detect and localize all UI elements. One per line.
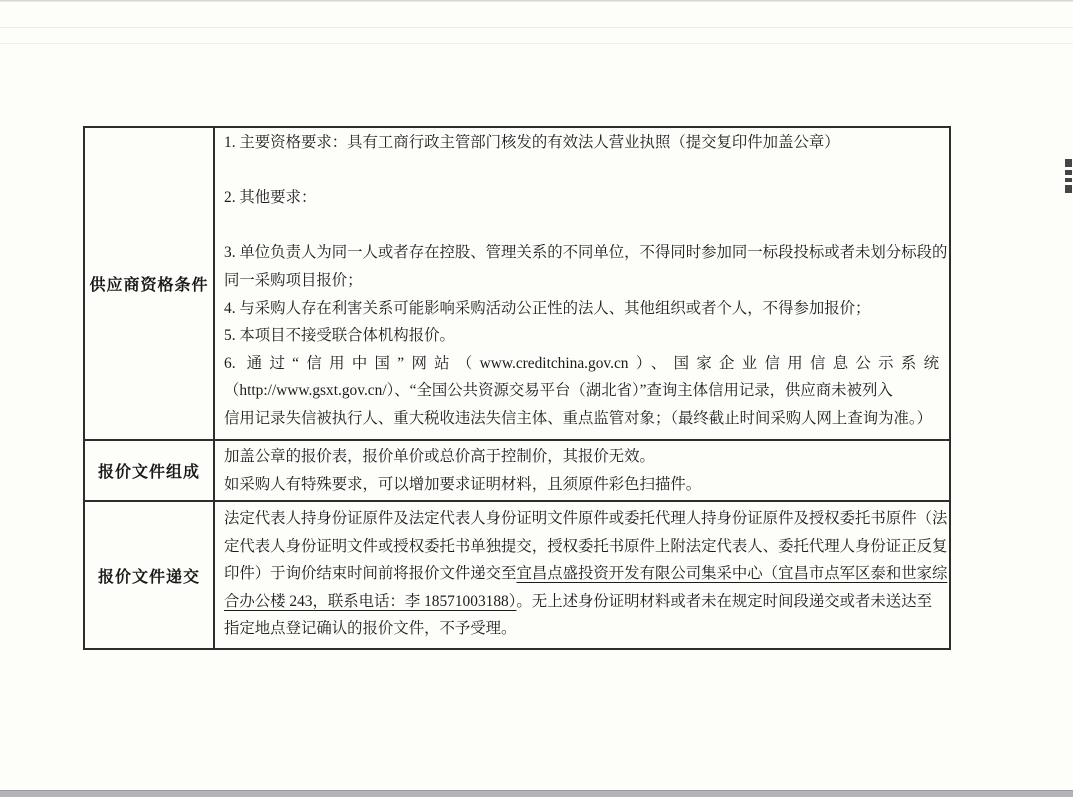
text-line bbox=[224, 377, 939, 405]
underlined-text: 合办公楼 243，联系电话：李 18571003188） bbox=[224, 592, 517, 610]
text-segment: 1. 主要资格要求：具有工商行政主管部门核发的有效法人营业执照（提交复印件加盖公章） bbox=[224, 134, 840, 151]
text-segment: 印件）于询价结束时间前将报价文件递交至 bbox=[224, 565, 517, 583]
row-content-cell bbox=[215, 128, 949, 439]
text-segment: 4. 与采购人存在利害关系可能影响采购活动公正性的法人、其他组织或者个人，不得参加报价； bbox=[224, 299, 871, 317]
text-line bbox=[224, 157, 939, 185]
row-header-cell: 报价文件组成 bbox=[85, 441, 215, 500]
text-segment: 定代表人身份证明文件或授权委托书单独提交，授权委托书原件上附法定代表人、委托代理人身份证正反复 bbox=[224, 537, 948, 555]
text-line bbox=[224, 560, 948, 588]
text-segment: 6. 通过“信用中国”网站（www.creditchina.gov.cn）、国家企业信用信息公示系统 bbox=[224, 354, 939, 372]
text-line bbox=[224, 212, 939, 240]
text-segment: 法定代表人持身份证原件及法定代表人身份证明文件原件或委托代理人持身份证原件及授权委托书原件（法 bbox=[224, 510, 948, 527]
text-segment: 。无上述身份证明材料或者未在规定时间段递交或者未送达至 bbox=[516, 592, 932, 610]
text-line bbox=[224, 295, 939, 323]
table-row bbox=[85, 441, 949, 502]
text-line bbox=[224, 405, 939, 433]
text-line bbox=[224, 505, 948, 533]
scan-top-edge bbox=[0, 0, 1073, 2]
text-segment: 3. 单位负责人为同一人或者存在控股、管理关系的不同单位，不得同时参加同一标段投标或者未划分标段的 bbox=[224, 244, 948, 262]
table-row bbox=[85, 128, 949, 441]
text-line bbox=[224, 588, 939, 616]
scan-edge-marks bbox=[1065, 159, 1072, 196]
text-segment: 同一采购项目报价； bbox=[224, 271, 363, 289]
row-header-cell: 报价文件递交 bbox=[85, 502, 215, 648]
row-header-cell: 供应商资格条件 bbox=[85, 128, 215, 439]
text-segment: 如采购人有特殊要求，可以增加要求证明材料，且须原件彩色扫描件。 bbox=[224, 475, 702, 493]
text-line bbox=[224, 443, 939, 471]
scan-smudge bbox=[0, 27, 1073, 28]
text-line bbox=[224, 239, 948, 267]
table-row bbox=[85, 502, 949, 648]
text-line bbox=[224, 322, 939, 350]
underlined-text: 宜昌点盛投资开发有限公司集采中心（宜昌市点军区泰和世家综 bbox=[516, 565, 948, 583]
text-line bbox=[224, 471, 939, 499]
scan-bottom-edge bbox=[0, 790, 1073, 797]
text-segment: 2. 其他要求： bbox=[224, 189, 317, 207]
text-line bbox=[224, 350, 939, 378]
text-line bbox=[224, 615, 939, 643]
text-line bbox=[224, 184, 939, 212]
requirements-table bbox=[83, 126, 951, 650]
text-segment: 加盖公章的报价表，报价单价或总价高于控制价，其报价无效。 bbox=[224, 448, 655, 465]
text-line bbox=[224, 267, 939, 295]
text-line bbox=[224, 129, 939, 157]
text-line bbox=[224, 533, 948, 561]
scan-smudge bbox=[0, 43, 1073, 44]
text-segment: （http://www.gsxt.gov.cn/）、“全国公共资源交易平台（湖北省）”查询主体信用记录，供应商未被列入 bbox=[224, 382, 893, 400]
text-segment: 指定地点登记确认的报价文件，不予受理。 bbox=[224, 620, 517, 638]
row-content-cell bbox=[215, 441, 949, 500]
text-segment: 信用记录失信被执行人、重大税收违法失信主体、重点监管对象；（最终截止时间采购人网上查询为准。） bbox=[224, 409, 932, 427]
row-content-cell bbox=[215, 502, 949, 648]
text-segment: 5. 本项目不接受联合体机构报价。 bbox=[224, 327, 455, 345]
